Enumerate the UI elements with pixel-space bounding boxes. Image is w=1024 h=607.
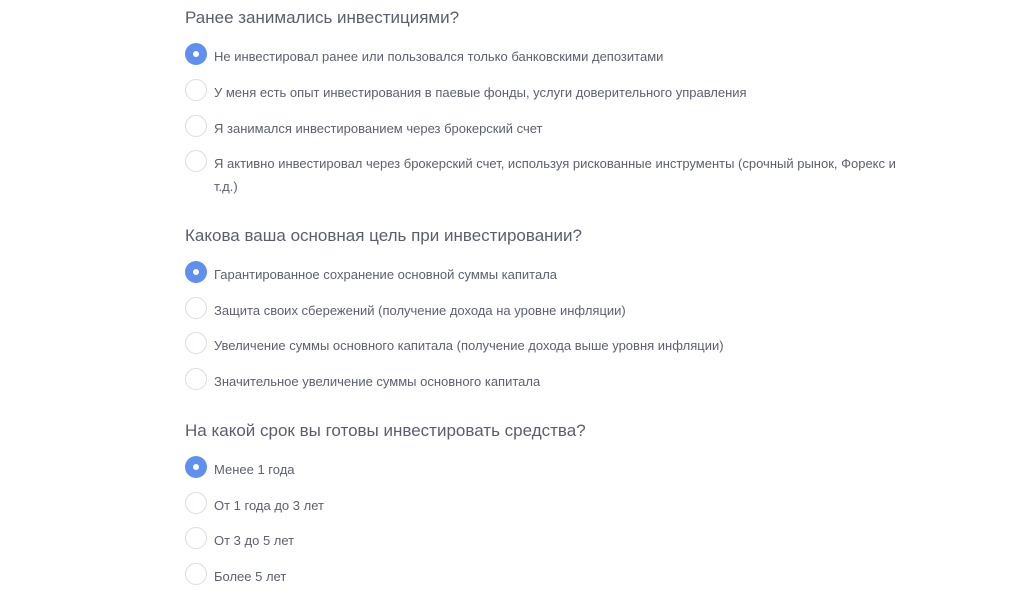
option-label: От 1 года до 3 лет (214, 498, 324, 513)
option-label: Гарантированное сохранение основной суммы капитала (214, 267, 558, 282)
option-label: У меня есть опыт инвестирования в паевые фонды, услуги доверительного управления (214, 85, 747, 100)
option-label: Значительное увеличение суммы основного капитала (214, 374, 541, 389)
radio-button[interactable] (185, 43, 207, 65)
radio-button[interactable] (185, 368, 207, 390)
radio-button[interactable] (185, 297, 207, 319)
radio-button[interactable] (185, 115, 207, 137)
radio-button[interactable] (185, 332, 207, 354)
question-title: Какова ваша основная цель при инвестировании? (185, 226, 582, 245)
radio-button[interactable] (185, 79, 207, 101)
option-label: Я активно инвестировал через брокерский счет, используя рискованные инструменты (срочный рынок, Форекс и т.д.) (214, 156, 896, 194)
option-label: Более 5 лет (214, 569, 287, 584)
radio-button[interactable] (185, 492, 207, 514)
radio-button[interactable] (185, 456, 207, 478)
radio-button[interactable] (185, 563, 207, 585)
radio-button[interactable] (185, 261, 207, 283)
radio-button[interactable] (185, 527, 207, 549)
option-label: Защита своих сбережений (получение дохода на уровне инфляции) (214, 303, 626, 318)
option-label: От 3 до 5 лет (214, 533, 295, 548)
option-label: Увеличение суммы основного капитала (получение дохода выше уровня инфляции) (214, 338, 724, 353)
option-label: Я занимался инвестированием через брокерский счет (214, 121, 543, 136)
radio-button[interactable] (185, 150, 207, 172)
option-label: Не инвестировал ранее или пользовался только банковскими депозитами (214, 49, 664, 64)
option-label: Менее 1 года (214, 462, 295, 477)
question-title: На какой срок вы готовы инвестировать средства? (185, 421, 586, 440)
question-title: Ранее занимались инвестициями? (185, 8, 460, 27)
